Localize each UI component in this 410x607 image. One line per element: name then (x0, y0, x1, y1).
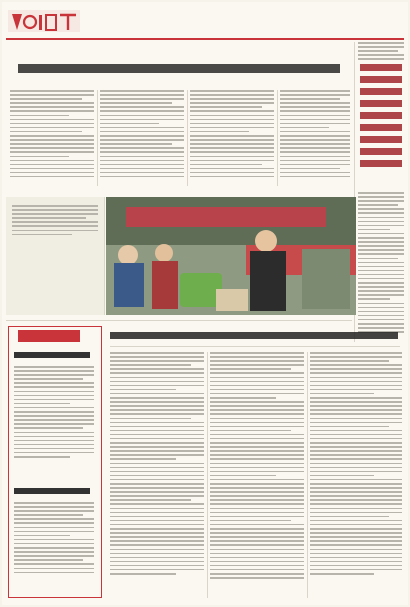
section-divider (6, 320, 352, 321)
main-story-col-4 (280, 90, 350, 186)
left-box-tag (18, 330, 80, 342)
col-rule (307, 352, 308, 598)
col-rule (207, 352, 208, 598)
left-box-headline-1-placeholder (14, 352, 94, 360)
newspaper-logo (8, 8, 80, 34)
right-story-top (358, 42, 404, 66)
left-box-headline-2-placeholder (14, 488, 94, 496)
logo-mark (8, 8, 80, 34)
main-story-col-1 (10, 90, 94, 186)
event-photo (106, 197, 356, 315)
col-rule (97, 90, 98, 186)
right-headline-placeholder (360, 64, 402, 182)
lower-story-col-3 (310, 352, 402, 598)
main-headline-placeholder (18, 64, 340, 74)
masthead (6, 8, 404, 40)
photo-caption-placeholder (12, 205, 98, 249)
col-rule (277, 90, 278, 186)
lower-headline-rule (110, 346, 400, 347)
newspaper-page (2, 2, 408, 605)
left-box-body-1 (14, 366, 94, 476)
lower-headline-placeholder (110, 332, 398, 340)
col-rule (187, 90, 188, 186)
photo-caption-block (6, 197, 105, 315)
lower-story-col-1 (110, 352, 204, 598)
main-story-col-3 (190, 90, 274, 186)
main-story-col-2 (100, 90, 184, 186)
lower-story-col-2 (210, 352, 304, 598)
right-story-body (358, 192, 404, 342)
left-box-body-2 (14, 502, 94, 592)
